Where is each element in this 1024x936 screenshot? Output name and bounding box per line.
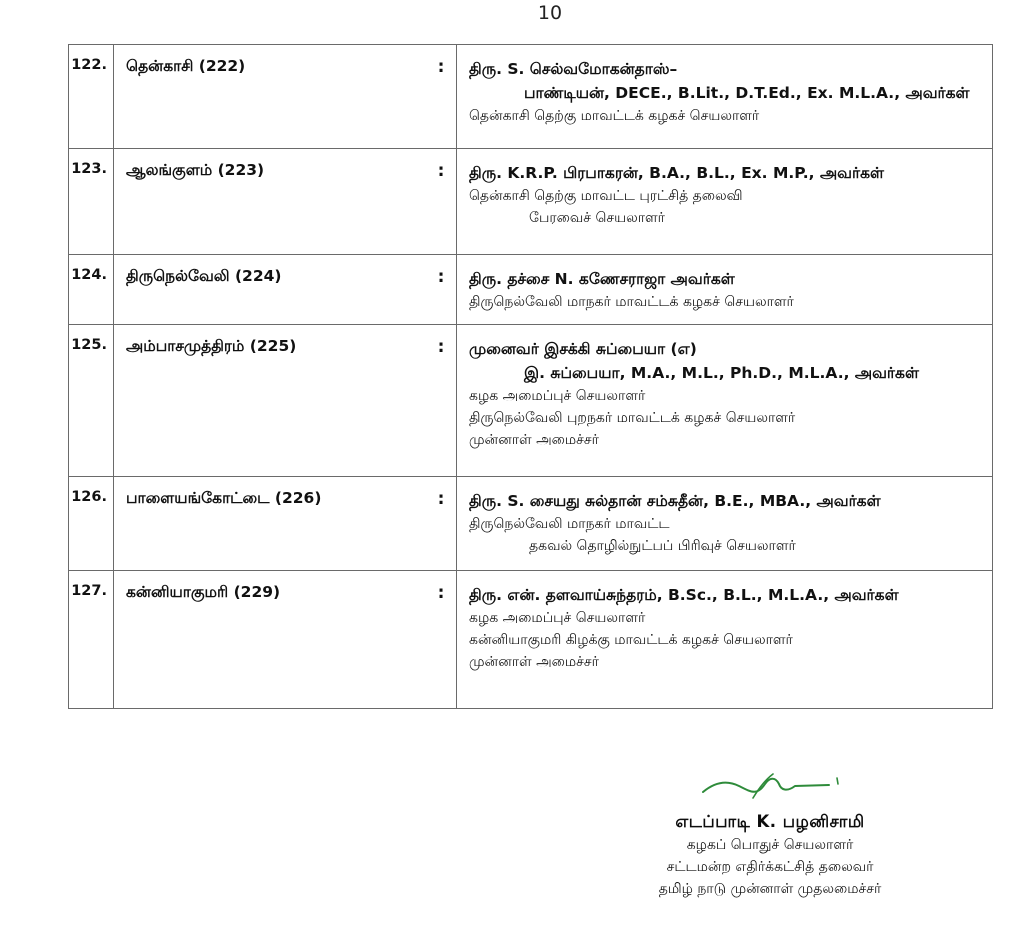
candidate-post: பேரவைச் செயலாளர்: [529, 210, 665, 226]
candidate-details: [457, 149, 993, 255]
candidate-post: திருநெல்வேலி புறநகர் மாவட்டக் கழகச் செயலாளர்: [469, 410, 796, 426]
signer-name: எடப்பாடி K. பழனிசாமி: [675, 812, 865, 831]
serial-number: 123.: [69, 149, 114, 255]
candidate-name: திரு. S. சையது சுல்தான் சம்சுதீன், B.E., MBA., அவர்கள்: [469, 492, 881, 510]
table-row: [69, 325, 993, 477]
candidate-post: திருநெல்வேலி மாநகர் மாவட்ட: [469, 516, 670, 532]
candidate-post: தகவல் தொழில்நுட்பப் பிரிவுச் செயலாளர்: [529, 538, 796, 554]
signer-title: கழகப் பொதுச் செயலாளர்: [686, 837, 854, 853]
constituency-name: திருநெல்வேலி (224): [114, 255, 427, 325]
colon-separator: :: [426, 571, 457, 709]
table-row: [69, 571, 993, 709]
signer-title: தமிழ் நாடு முன்னாள் முதலமைச்சர்: [658, 881, 882, 897]
constituency-name: அம்பாசமுத்திரம் (225): [114, 325, 427, 477]
colon-separator: :: [426, 149, 457, 255]
serial-number: 126.: [69, 477, 114, 571]
candidate-name: திரு. தச்சை N. கணேசராஜா அவர்கள்: [469, 270, 735, 288]
constituency-name: ஆலங்குளம் (223): [114, 149, 427, 255]
table-row: [69, 45, 993, 149]
signer-title: சட்டமன்ற எதிர்க்கட்சித் தலைவர்: [666, 859, 874, 875]
serial-number: 127.: [69, 571, 114, 709]
signature-mark: [695, 770, 845, 806]
table-row: [69, 255, 993, 325]
colon-separator: :: [426, 325, 457, 477]
candidate-table: [68, 44, 993, 709]
colon-separator: :: [426, 45, 457, 149]
candidate-post: முன்னாள் அமைச்சர்: [469, 654, 599, 670]
constituency-name: தென்காசி (222): [114, 45, 427, 149]
candidate-post: தென்காசி தெற்கு மாவட்ட புரட்சித் தலைவி: [469, 188, 743, 204]
candidate-name: திரு. என். தளவாய்சுந்தரம், B.Sc., B.L., M.L.A., அவர்கள்: [469, 586, 899, 604]
table-row: [69, 149, 993, 255]
candidate-details: [457, 325, 993, 477]
colon-separator: :: [426, 255, 457, 325]
candidate-post: கன்னியாகுமரி கிழக்கு மாவட்டக் கழகச் செயலாளர்: [469, 632, 793, 648]
candidate-name: திரு. S. செல்வமோகன்தாஸ்–: [469, 60, 678, 78]
candidate-post: திருநெல்வேலி மாநகர் மாவட்டக் கழகச் செயலாளர்: [469, 294, 794, 310]
colon-separator: :: [426, 477, 457, 571]
constituency-name: பாளையங்கோட்டை (226): [114, 477, 427, 571]
table-row: [69, 477, 993, 571]
candidate-name: முனைவர் இசக்கி சுப்பையா (எ): [469, 340, 697, 358]
candidate-name-continued: பாண்டியன், DECE., B.Lit., D.T.Ed., Ex. M.L.A., அவர்கள்: [524, 84, 970, 102]
candidate-details: [457, 255, 993, 325]
serial-number: 124.: [69, 255, 114, 325]
candidate-post: முன்னாள் அமைச்சர்: [469, 432, 599, 448]
candidate-details: [457, 477, 993, 571]
candidate-post: கழக அமைப்புச் செயலாளர்: [469, 388, 646, 404]
page-number: 10: [537, 2, 563, 24]
serial-number: 125.: [69, 325, 114, 477]
candidate-post: தென்காசி தெற்கு மாவட்டக் கழகச் செயலாளர்: [469, 108, 760, 124]
candidate-name-continued: இ. சுப்பையா, M.A., M.L., Ph.D., M.L.A., அவர்கள்: [524, 364, 919, 382]
candidate-name: திரு. K.R.P. பிரபாகரன், B.A., B.L., Ex. M.P., அவர்கள்: [469, 164, 885, 182]
candidate-details: [457, 45, 993, 149]
candidate-post: கழக அமைப்புச் செயலாளர்: [469, 610, 646, 626]
signature-block: [570, 770, 970, 900]
constituency-name: கன்னியாகுமரி (229): [114, 571, 427, 709]
candidate-details: [457, 571, 993, 709]
serial-number: 122.: [69, 45, 114, 149]
